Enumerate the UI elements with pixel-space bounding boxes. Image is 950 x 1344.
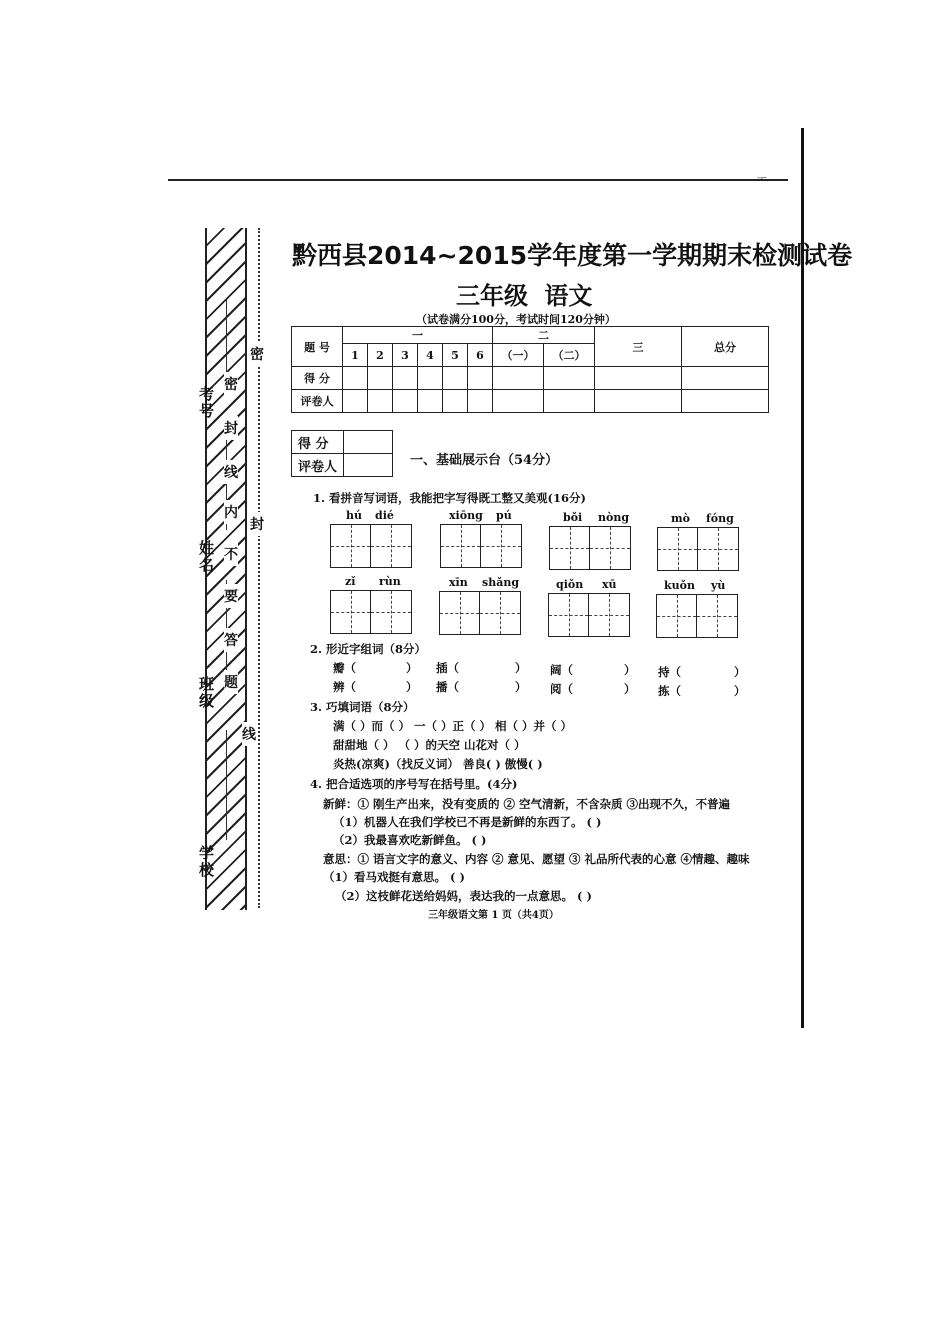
total: 总分 bbox=[682, 327, 769, 367]
sub-col: 5 bbox=[443, 344, 468, 367]
pinyin: shǎng bbox=[482, 576, 520, 589]
seal-char: 封 bbox=[250, 512, 264, 536]
sub-col: 1 bbox=[343, 344, 368, 367]
q2-item: ） bbox=[515, 680, 527, 694]
pinyin: hú bbox=[346, 509, 362, 522]
q2-item: 瓣（ bbox=[333, 661, 356, 675]
field-school: 学校 bbox=[197, 845, 215, 879]
pinyin: rùn bbox=[379, 575, 401, 588]
q4-line: （1）看马戏挺有意思。 ( ) bbox=[323, 870, 465, 884]
warning-char: 要 bbox=[224, 584, 238, 608]
writing-grid[interactable] bbox=[440, 524, 522, 568]
exam-note: （试卷满分100分，考试时间120分钟） bbox=[416, 313, 616, 326]
warning-char: 内 bbox=[224, 500, 238, 524]
q2-item: ） bbox=[734, 684, 746, 698]
field-line bbox=[226, 730, 227, 840]
page-footer: 三年级语文第 1 页（共4页） bbox=[428, 910, 559, 921]
sub-col: 6 bbox=[468, 344, 493, 367]
page-title: 黔西县2014~2015学年度第一学期期末检测试卷 bbox=[292, 241, 853, 270]
warning-char: 不 bbox=[224, 542, 238, 566]
section-one-title: 一、基础展示台（54分） bbox=[410, 453, 559, 468]
pinyin: xiōng bbox=[449, 509, 483, 522]
q2-item: 持（ bbox=[658, 665, 681, 679]
writing-grid[interactable] bbox=[439, 591, 521, 635]
q3-line: 炎热(凉爽)（找反义词） 善良( ) 傲慢( ) bbox=[333, 757, 543, 771]
q2-item: ） bbox=[624, 682, 636, 696]
q2-item: 插（ bbox=[436, 661, 459, 675]
group-two: 二 bbox=[493, 327, 595, 344]
group-three: 三 bbox=[595, 327, 682, 367]
seal-dotted-line bbox=[258, 228, 260, 908]
warning-char: 线 bbox=[224, 460, 238, 484]
seal-char: 线 bbox=[242, 722, 256, 746]
header-label: 题 号 bbox=[292, 327, 343, 367]
q3-title: 3. 巧填词语（8分） bbox=[310, 700, 415, 714]
q4-title: 4. 把合适选项的序号写在括号里。(4分) bbox=[310, 777, 518, 791]
writing-grid[interactable] bbox=[330, 524, 412, 568]
q4-line: 新鲜：① 刚生产出来，没有变质的 ② 空气清新，不含杂质 ③出现不久，不普遍 bbox=[323, 797, 731, 811]
q2-item: ） bbox=[406, 661, 418, 675]
q1-title: 1. 看拼音写词语，我能把字写得既工整又美观(16分) bbox=[313, 491, 586, 505]
q3-line: 甜甜地（ ） （ ）的天空 山花对（ ） bbox=[333, 738, 526, 752]
field-class: 班级 bbox=[197, 676, 215, 710]
q4-line: （2）这枝鲜花送给妈妈，表达我的一点意思。 ( ) bbox=[335, 889, 592, 903]
pinyin: fóng bbox=[706, 512, 734, 525]
writing-grid[interactable] bbox=[656, 594, 738, 638]
writing-grid[interactable] bbox=[548, 593, 630, 637]
pinyin: yù bbox=[711, 579, 726, 592]
pinyin: bǒi bbox=[563, 511, 583, 524]
q4-line: 意思：① 语言文字的意义、内容 ② 意见、愿望 ③ 礼品所代表的心意 ④情趣、趣味 bbox=[323, 852, 750, 866]
seal-char: 密 bbox=[250, 342, 264, 366]
q2-item: 阅（ bbox=[550, 682, 573, 696]
q3-line: 满（ ）而（ ） 一（ ）正（ ） 相（ ）并（ ） bbox=[333, 719, 573, 733]
sub-col: 4 bbox=[418, 344, 443, 367]
q2-item: 阔（ bbox=[550, 663, 573, 677]
row-score-label: 得 分 bbox=[292, 367, 343, 390]
q2-item: 播（ bbox=[436, 680, 459, 694]
pinyin: nòng bbox=[598, 511, 630, 524]
q2-item: ） bbox=[624, 663, 636, 677]
subtitle: 三年级 语文 bbox=[456, 282, 593, 310]
q4-line: （2）我最喜欢吃新鲜鱼。 ( ) bbox=[333, 833, 487, 847]
pinyin: qiǒn bbox=[556, 578, 584, 591]
q2-item: ） bbox=[734, 665, 746, 679]
writing-grid[interactable] bbox=[657, 527, 739, 571]
pinyin: dié bbox=[375, 509, 394, 522]
sub-col: 2 bbox=[368, 344, 393, 367]
q2-item: ） bbox=[515, 661, 527, 675]
warning-char: 封 bbox=[224, 416, 238, 440]
mini-marker-label: 评卷人 bbox=[292, 454, 344, 477]
field-name: 姓名 bbox=[197, 540, 215, 574]
row-marker-label: 评卷人 bbox=[292, 390, 343, 413]
sub-col: （二） bbox=[544, 344, 595, 367]
mini-score-label: 得 分 bbox=[292, 431, 344, 454]
q2-title: 2. 形近字组词（8分） bbox=[310, 642, 427, 656]
q2-item: ） bbox=[406, 680, 418, 694]
score-table bbox=[291, 326, 769, 413]
field-line bbox=[226, 300, 227, 380]
field-exam-number: 考号 bbox=[197, 386, 215, 420]
top-rule bbox=[168, 179, 788, 181]
sub-col: 3 bbox=[393, 344, 418, 367]
pinyin: kuǒn bbox=[664, 579, 695, 592]
warning-char: 题 bbox=[224, 670, 238, 694]
writing-grid[interactable] bbox=[549, 526, 631, 570]
corner-mark: ᅮ bbox=[757, 174, 767, 185]
group-one: 一 bbox=[343, 327, 493, 344]
writing-grid[interactable] bbox=[330, 590, 412, 634]
sub-col: （一） bbox=[493, 344, 544, 367]
pinyin: pú bbox=[496, 509, 512, 522]
warning-char: 答 bbox=[224, 628, 238, 652]
q4-line: （1）机器人在我们学校已不再是新鲜的东西了。 ( ) bbox=[333, 815, 602, 829]
pinyin: mò bbox=[671, 512, 690, 525]
q2-item: 拣（ bbox=[658, 684, 681, 698]
q2-item: 辨（ bbox=[333, 680, 356, 694]
warning-char: 密 bbox=[224, 372, 238, 396]
section-score-box bbox=[291, 430, 393, 477]
pinyin: xīn bbox=[449, 576, 468, 589]
pinyin: xū bbox=[602, 578, 617, 591]
pinyin: zǐ bbox=[345, 575, 356, 588]
